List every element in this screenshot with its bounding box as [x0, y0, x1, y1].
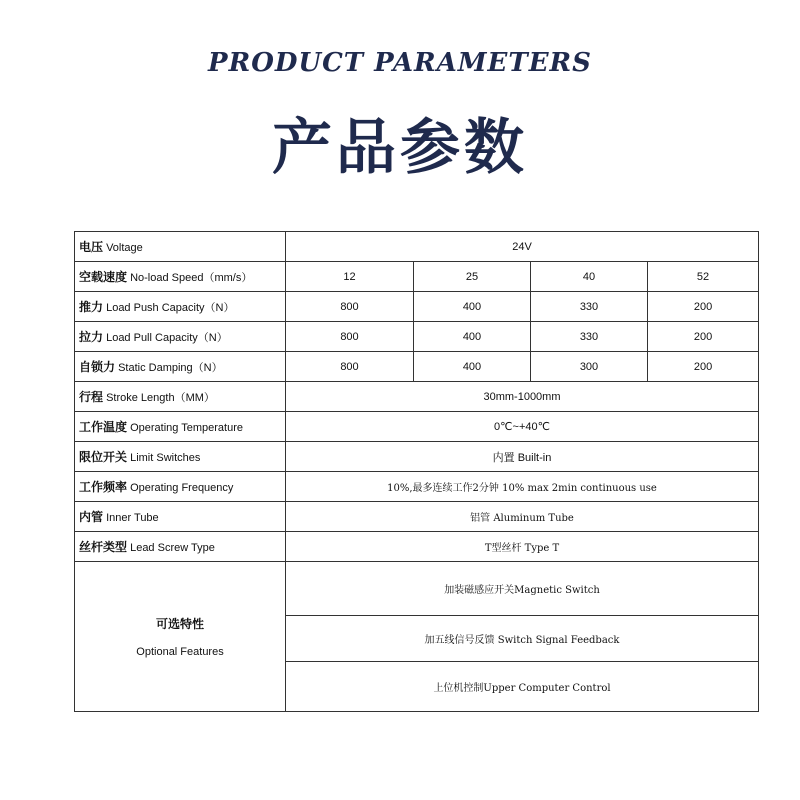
value-pull-3: 330 [531, 322, 648, 352]
title-english: PRODUCT PARAMETERS [208, 48, 592, 78]
title-chinese: 产品参数 [272, 113, 528, 183]
value-temperature: 0℃~+40℃ [286, 412, 759, 442]
value-speed-1: 12 [286, 262, 414, 292]
value-push-2: 400 [414, 292, 531, 322]
value-screw: T型丝杆 Type T [286, 532, 759, 562]
label-temperature: 工作温度 Operating Temperature [75, 412, 286, 442]
row-damping [75, 352, 759, 382]
label-pull: 拉力 Load Pull Capacity（N） [75, 322, 286, 352]
value-pull-1: 800 [286, 322, 414, 352]
value-damping-2: 400 [414, 352, 531, 382]
value-optional-control: 上位机控制Upper Computer Control [286, 662, 759, 712]
value-damping-3: 300 [531, 352, 648, 382]
row-optional-1 [75, 562, 759, 616]
label-stroke: 行程 Stroke Length（MM） [75, 382, 286, 412]
value-stroke: 30mm-1000mm [286, 382, 759, 412]
value-optional-feedback: 加五线信号反馈 Switch Signal Feedback [286, 616, 759, 662]
label-voltage: 电压 Voltage [75, 232, 286, 262]
value-push-3: 330 [531, 292, 648, 322]
value-voltage: 24V [286, 232, 759, 262]
value-push-4: 200 [648, 292, 759, 322]
row-speed [75, 262, 759, 292]
value-speed-4: 52 [648, 262, 759, 292]
row-frequency [75, 472, 759, 502]
row-temperature [75, 412, 759, 442]
row-voltage [75, 232, 759, 262]
row-pull [75, 322, 759, 352]
label-speed: 空载速度 No-load Speed（mm/s） [75, 262, 286, 292]
value-speed-2: 25 [414, 262, 531, 292]
row-push [75, 292, 759, 322]
label-frequency: 工作频率 Operating Frequency [75, 472, 286, 502]
label-screw: 丝杆类型 Lead Screw Type [75, 532, 286, 562]
parameters-table [74, 231, 759, 712]
value-pull-4: 200 [648, 322, 759, 352]
row-limit [75, 442, 759, 472]
value-push-1: 800 [286, 292, 414, 322]
label-limit: 限位开关 Limit Switches [75, 442, 286, 472]
label-push: 推力 Load Push Capacity（N） [75, 292, 286, 322]
row-screw [75, 532, 759, 562]
value-limit: 内置 Built-in [286, 442, 759, 472]
value-tube: 铝管 Aluminum Tube [286, 502, 759, 532]
label-damping: 自锁力 Static Damping（N） [75, 352, 286, 382]
row-tube [75, 502, 759, 532]
value-speed-3: 40 [531, 262, 648, 292]
value-damping-4: 200 [648, 352, 759, 382]
label-tube: 内管 Inner Tube [75, 502, 286, 532]
value-damping-1: 800 [286, 352, 414, 382]
value-optional-magnetic: 加装磁感应开关Magnetic Switch [286, 562, 759, 616]
value-frequency: 10%,最多连续工作2分钟 10% max 2min continuous use [286, 472, 759, 502]
label-optional: 可选特性 Optional Features [75, 562, 286, 712]
row-stroke [75, 382, 759, 412]
value-pull-2: 400 [414, 322, 531, 352]
